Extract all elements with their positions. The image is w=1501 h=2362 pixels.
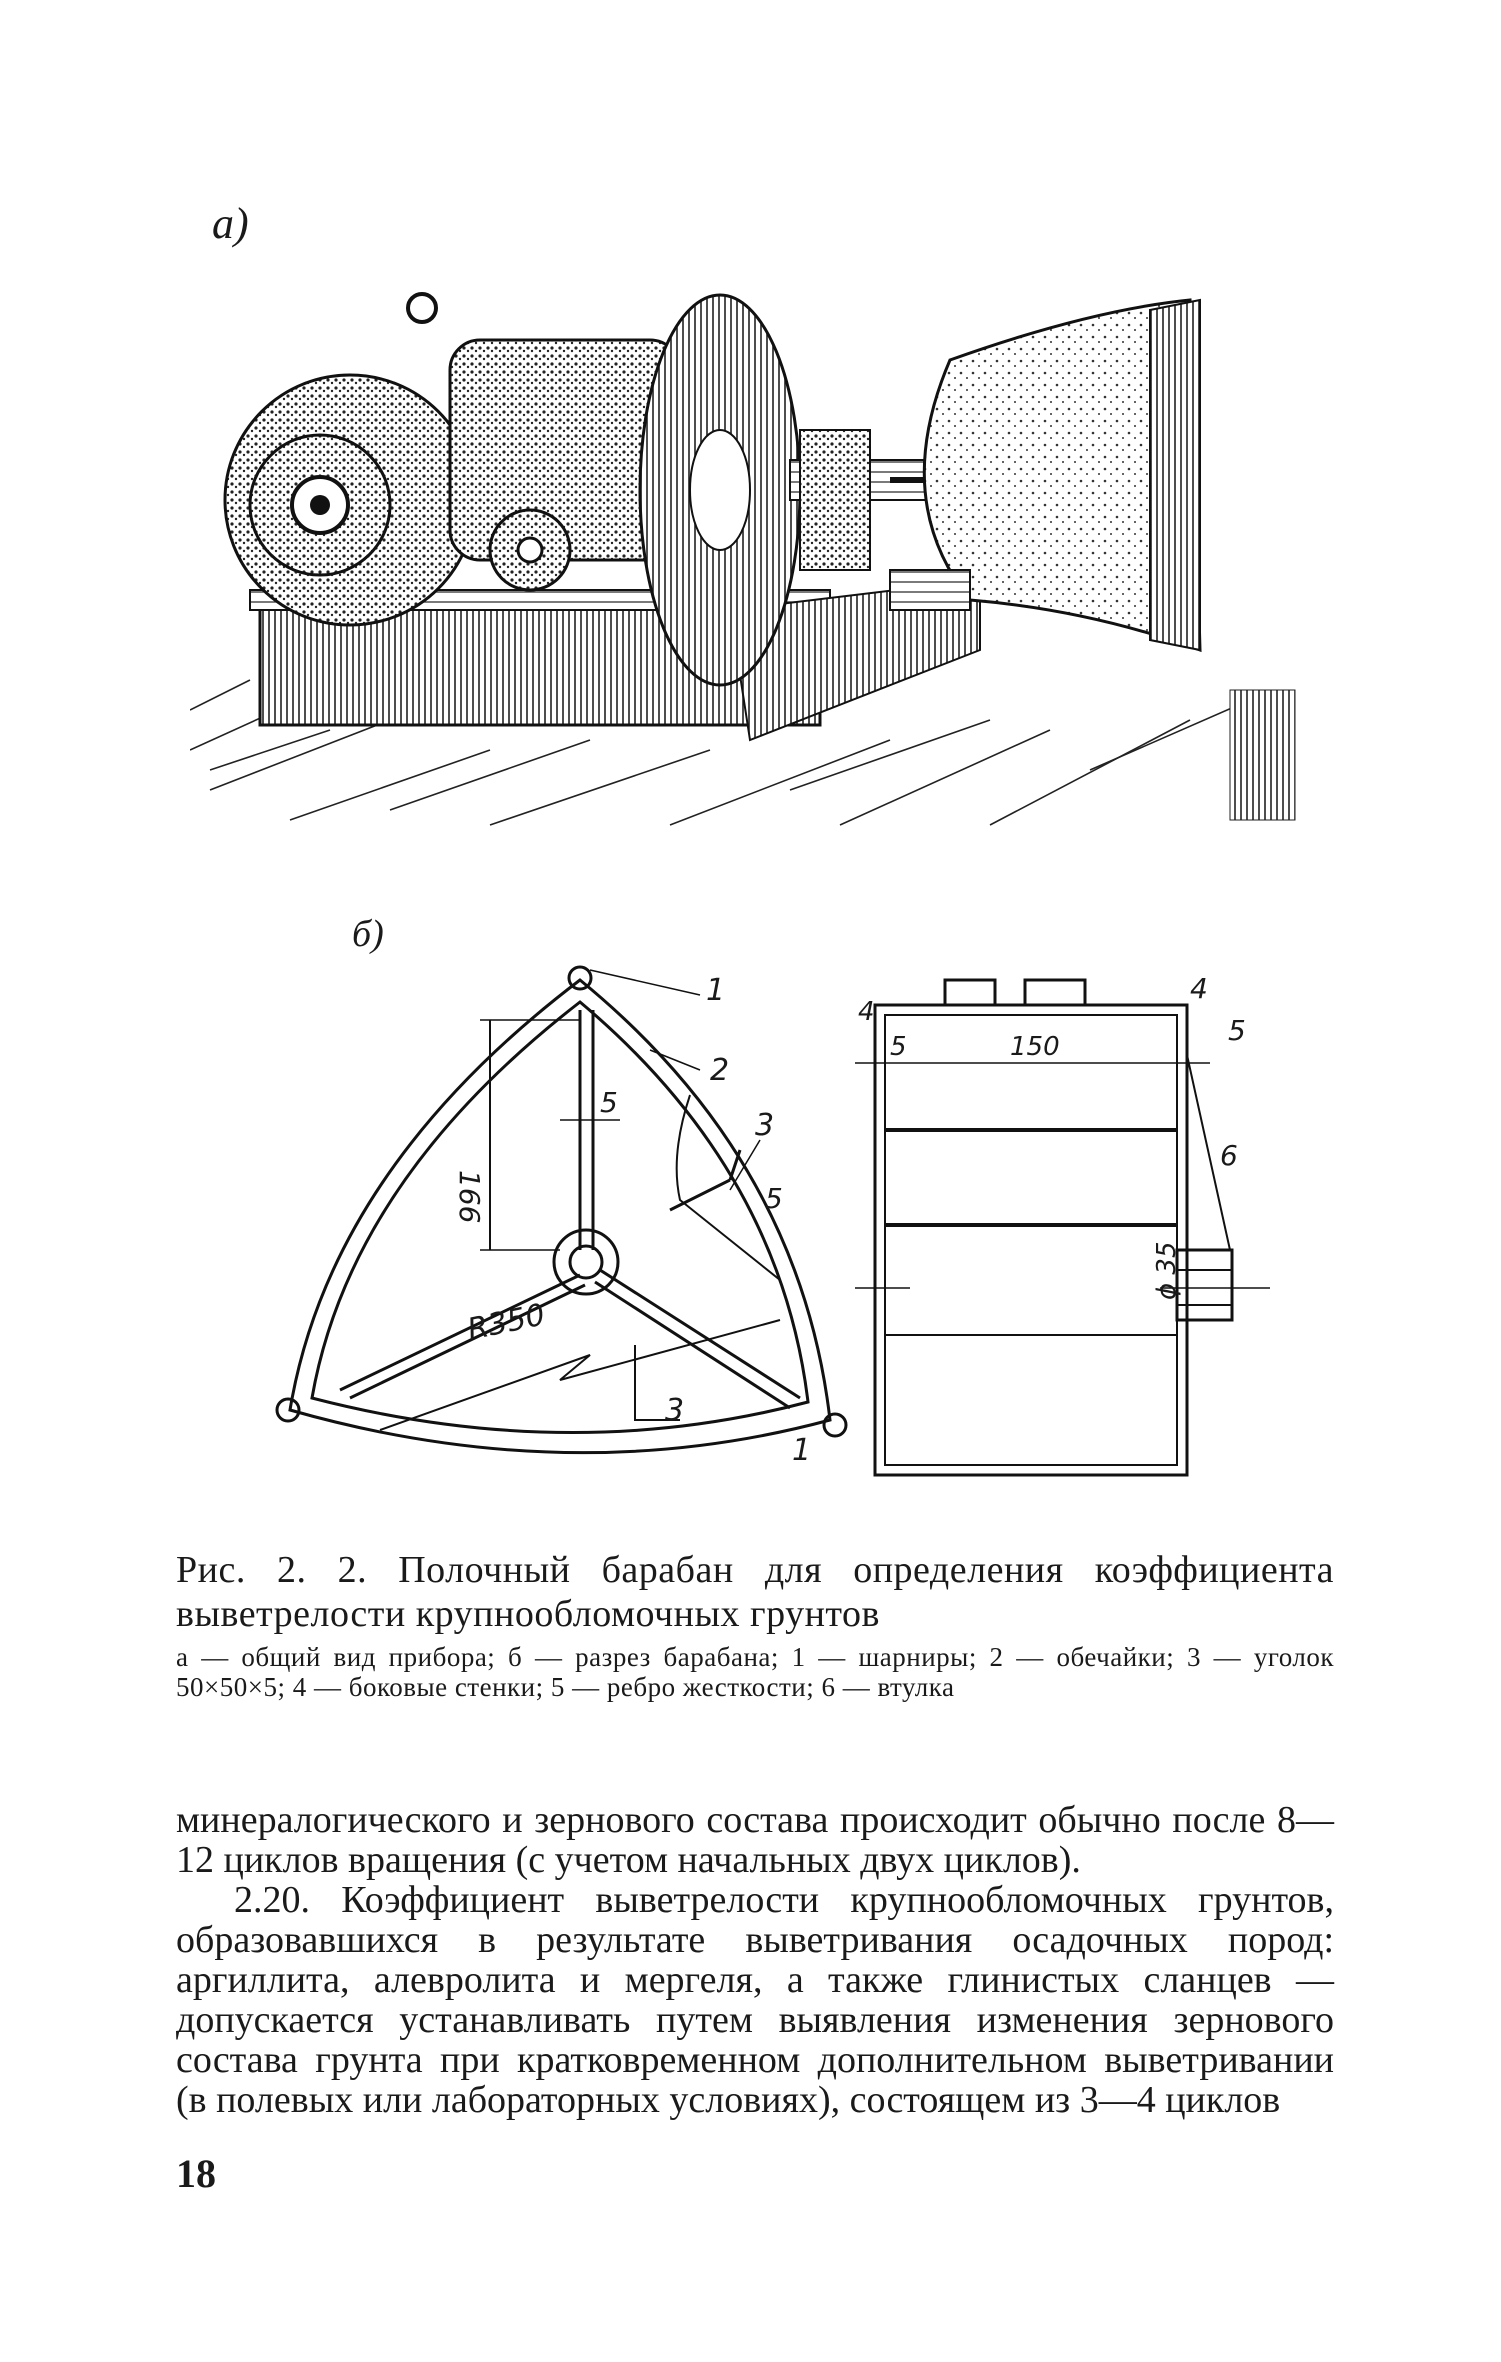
callout-2: 2	[710, 1053, 730, 1088]
callout-3-lower: 3	[665, 1393, 685, 1428]
dim-150: 150	[1010, 1032, 1060, 1062]
page-number: 18	[176, 2151, 216, 2196]
dim-166: 166	[453, 1170, 486, 1224]
callout-4-left: 4	[858, 997, 875, 1027]
callout-1-right: 1	[792, 1433, 812, 1468]
device-photo-illustration	[190, 250, 1300, 830]
dim-radius: R350	[464, 1297, 549, 1348]
figure-caption-title: Рис. 2. 2. Полочный барабан для определения коэффициента выветрелости крупнообломочных грунтов	[176, 1549, 1334, 1635]
figure-caption-legend: а — общий вид прибора; б — разрез барабана; 1 — шарниры; 2 — обечайки; 3 — уголок 50×50×5; 4 — боковые стенки; 5 — ребро жесткости; 6 — втулка	[176, 1642, 1334, 1702]
dim-5-spoke: 5	[600, 1086, 618, 1119]
callout-6: 6	[1220, 1139, 1238, 1172]
callout-5-left: 5	[890, 1032, 907, 1062]
figure-label-b: б)	[352, 913, 384, 955]
drum-side-section	[850, 960, 1270, 1510]
body-text	[176, 1800, 1334, 2120]
callout-4-right: 4	[1190, 972, 1208, 1005]
callout-1-top: 1	[706, 973, 726, 1008]
paragraph-2-20: 2.20. Коэффициент выветрелости крупнообломочных грунтов, образовавшихся в результате выветривания осадочных пород: аргиллита, алевролита и мергеля, а также глинистых сланцев — допускается устанавливать путем выявления изменения зернового состава грунта при кратковременном дополнительном выветривании (в полевых или лабораторных условиях), состоящем из 3—4 циклов	[176, 1879, 1334, 2121]
dim-diameter-35: ϕ 35	[1152, 1241, 1182, 1300]
figure-label-a: а)	[212, 199, 249, 248]
callout-5-right: 5	[1228, 1014, 1246, 1047]
drum-cross-section	[260, 940, 880, 1500]
callout-3-upper: 3	[755, 1108, 775, 1143]
paragraph-continuation: минералогического и зернового состава происходит обычно после 8—12 циклов вращения (с учетом начальных двух циклов).	[176, 1799, 1334, 1881]
callout-5-rib: 5	[765, 1182, 783, 1215]
